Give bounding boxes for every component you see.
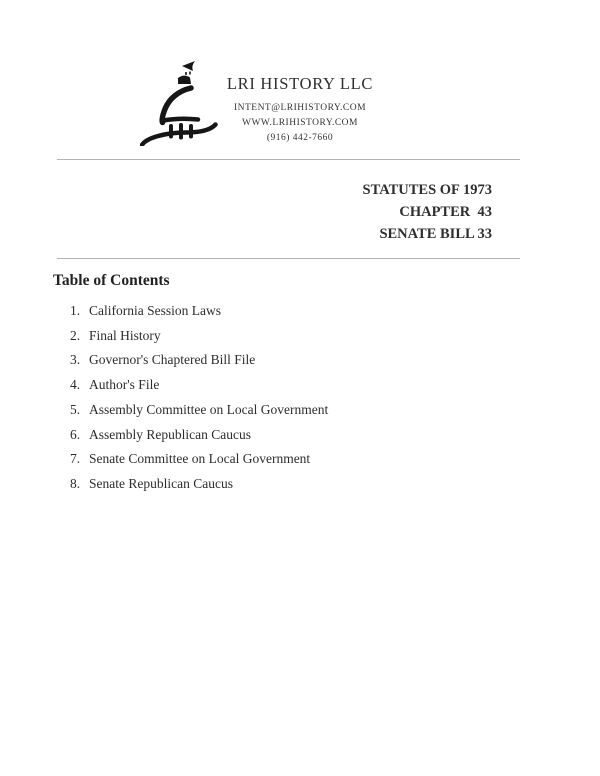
- company-name: LRI HISTORY LLC: [226, 74, 374, 93]
- toc-item-label: Assembly Republican Caucus: [89, 426, 251, 442]
- contact-block: [150, 101, 450, 145]
- letterhead: [150, 74, 450, 145]
- divider-top: [57, 159, 520, 160]
- toc-item: [70, 373, 328, 398]
- contact-email: INTENT@LRIHISTORY.COM: [233, 103, 367, 113]
- toc-item-number: 4.: [70, 377, 81, 393]
- toc-item-number: 2.: [70, 327, 81, 343]
- toc-item: [70, 299, 328, 324]
- toc-item: [70, 398, 328, 423]
- toc-heading: Table of Contents: [53, 272, 170, 289]
- statutes-line: STATUTES OF 1973: [362, 182, 492, 198]
- toc-item-label: Senate Republican Caucus: [89, 475, 233, 491]
- toc-item: [70, 472, 328, 497]
- divider-bottom: [57, 258, 520, 259]
- toc-item-label: California Session Laws: [89, 303, 221, 318]
- toc-item-number: 8.: [70, 475, 81, 491]
- toc-item: [70, 423, 328, 448]
- toc-item-label: Governor's Chaptered Bill File: [89, 352, 256, 368]
- toc-item-label: Assembly Committee on Local Government: [89, 401, 329, 417]
- toc-item-number: 1.: [70, 303, 81, 318]
- toc-item-number: 6.: [70, 426, 81, 442]
- toc-item-number: 3.: [70, 352, 81, 368]
- toc-item: [70, 348, 328, 373]
- contact-website: WWW.LRIHISTORY.COM: [242, 117, 358, 128]
- toc-item-number: 7.: [70, 451, 81, 467]
- toc-item-number: 5.: [70, 401, 81, 417]
- bill-reference-block: [363, 179, 492, 245]
- contact-phone: (916) 442-7660: [266, 132, 334, 143]
- toc-item-label: Author's File: [89, 377, 160, 393]
- senate-bill-line: SENATE BILL 33: [379, 226, 492, 242]
- toc-item-label: Senate Committee on Local Government: [89, 451, 311, 467]
- toc-item: [70, 324, 328, 349]
- chapter-line: CHAPTER 43: [399, 204, 492, 220]
- toc-item-label: Final History: [89, 327, 161, 343]
- toc-item: [70, 447, 328, 472]
- toc-list: [70, 299, 328, 497]
